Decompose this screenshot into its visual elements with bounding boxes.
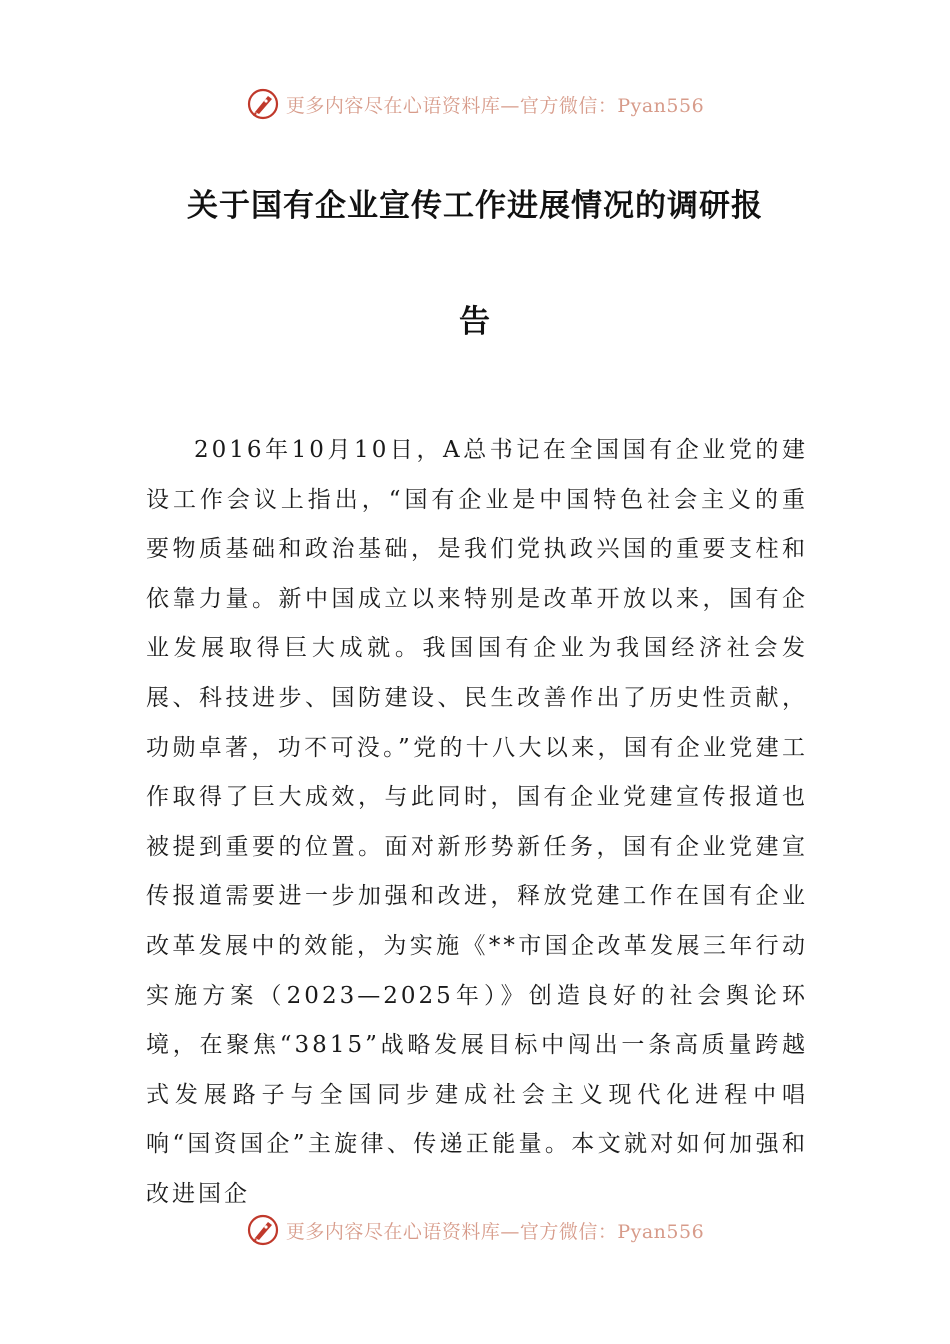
header-watermark: [0, 84, 950, 124]
pen-nib-icon: [246, 1213, 280, 1247]
document-title-line2: 告: [459, 304, 491, 340]
document-title-line1: 关于国有企业宣传工作进展情况的调研报: [187, 188, 763, 224]
pen-nib-icon: [246, 87, 280, 121]
body-paragraph: 2016年10月10日，A总书记在全国国有企业党的建设工作会议上指出，“国有企业是中国特色社会主义的重要物质基础和政治基础，是我们党执政兴国的重要支柱和依靠力量。新中国成立以来特别是改革开放以来，国有企业发展取得巨大成就。我国国有企业为我国经济社会发展、科技进步、国防建设、民生改善作出了历史性贡献，功勋卓著，功不可没。”党的十八大以来，国有企业党建工作取得了巨大成效，与此同时，国有企业党建宣传报道也被提到重要的位置。面对新形势新任务，国有企业党建宣传报道需要进一步加强和改进，释放党建工作在国有企业改革发展中的效能，为实施《**市国企改革发展三年行动实施方案（2023—2025年）》创造良好的社会舆论环境，在聚焦“3815”战略发展目标中闯出一条高质量跨越式发展路子与全国同步建成社会主义现代化进程中唱响“国资国企”主旋律、传递正能量。本文就对如何加强和改进国企: [146, 437, 808, 1207]
footer-watermark: [0, 1210, 950, 1250]
watermark-text: 更多内容尽在心语资料库—官方微信：Pyan556: [285, 1220, 705, 1243]
watermark-text: 更多内容尽在心语资料库—官方微信：Pyan556: [285, 94, 705, 117]
